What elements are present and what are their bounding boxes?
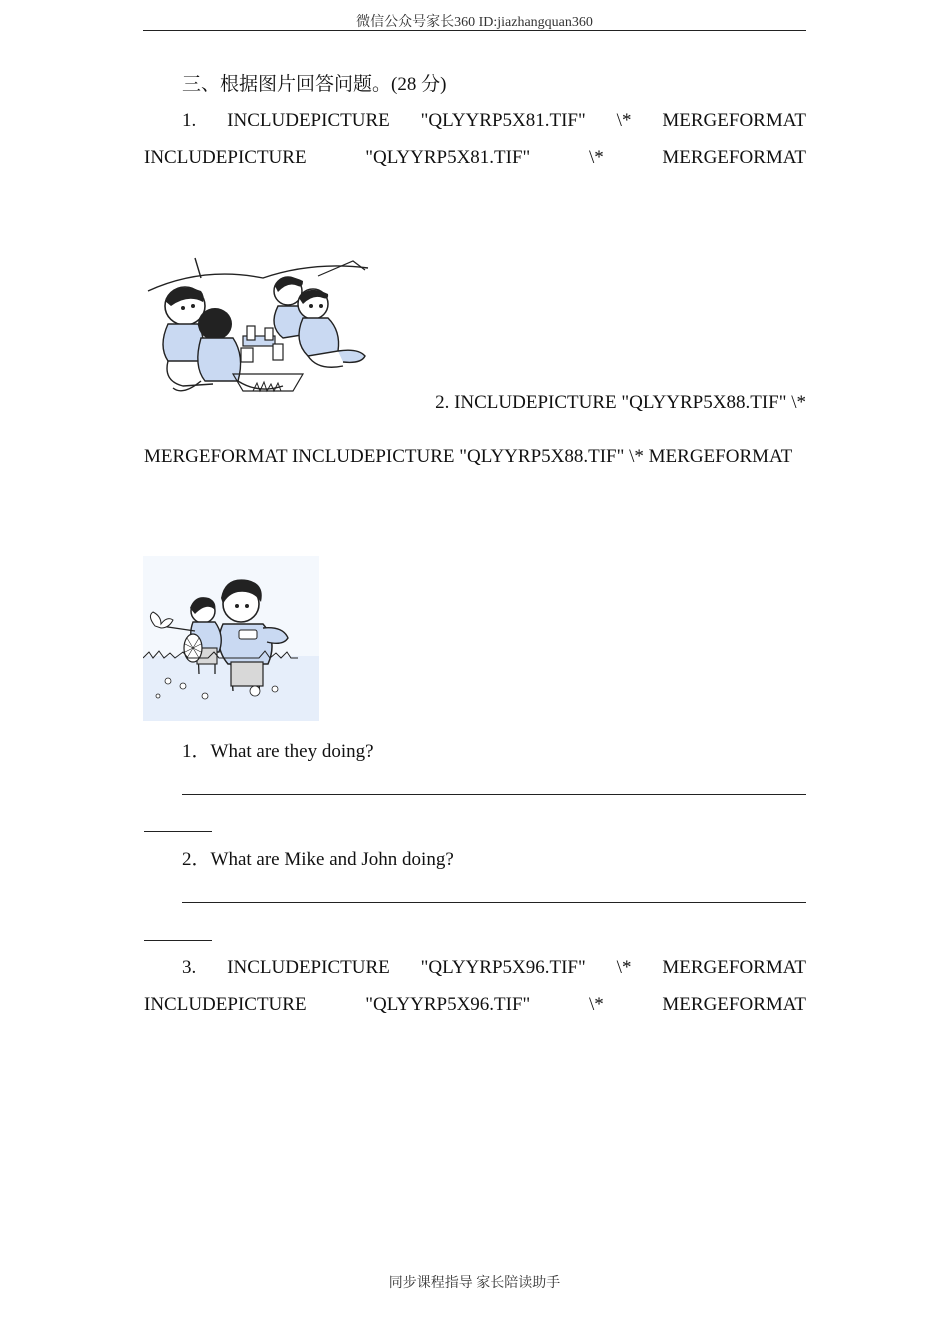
answer-line[interactable]	[182, 794, 806, 795]
page-header: 微信公众号家长360 ID:jiazhangquan360	[356, 15, 593, 30]
field-code-token: \*	[616, 957, 632, 978]
field-code-token: MERGEFORMAT	[662, 147, 806, 168]
field-code-number: 3.	[182, 957, 197, 978]
butterfly-catching-illustration	[143, 556, 319, 721]
question-text: What are Mike and John doing?	[210, 849, 454, 870]
field-code-token: "QLYYRP5X96.TIF"	[420, 957, 586, 978]
field-code-token: "QLYYRP5X96.TIF"	[365, 994, 531, 1015]
field-code-line	[144, 993, 806, 1017]
field-code-token: \*	[588, 147, 604, 168]
field-code-token: INCLUDEPICTURE	[227, 957, 390, 978]
question-number: 2．	[182, 849, 211, 870]
field-code-line	[182, 956, 806, 980]
field-code-token: INCLUDEPICTURE	[144, 147, 307, 168]
field-code-token: MERGEFORMAT	[662, 994, 806, 1015]
field-code-token: MERGEFORMAT	[662, 110, 806, 131]
field-code-line: MERGEFORMAT INCLUDEPICTURE "QLYYRP5X88.TIF" \* MERGEFORMAT	[144, 446, 793, 467]
page-footer: 同步课程指导 家长陪读助手	[388, 1276, 561, 1291]
header-divider	[143, 30, 806, 31]
picnic-illustration	[143, 256, 369, 408]
field-code-line	[144, 146, 806, 170]
butterfly-catching-drawing	[143, 556, 319, 721]
answer-line[interactable]	[182, 902, 806, 903]
field-code-token: "QLYYRP5X81.TIF"	[365, 147, 531, 168]
field-code-token: \*	[588, 994, 604, 1015]
question-1	[182, 740, 844, 764]
field-code-token: INCLUDEPICTURE	[227, 110, 390, 131]
section-title: 三、根据图片回答问题。(28 分)	[182, 74, 447, 95]
field-code-number: 1.	[182, 110, 197, 131]
question-number: 1．	[182, 741, 211, 762]
question-2	[182, 848, 844, 872]
field-code-token: INCLUDEPICTURE	[144, 994, 307, 1015]
question-text: What are they doing?	[210, 741, 374, 762]
answer-line[interactable]	[144, 831, 212, 832]
picnic-drawing	[143, 256, 369, 408]
field-code-token: "QLYYRP5X81.TIF"	[420, 110, 586, 131]
field-code-token: \*	[616, 110, 632, 131]
field-code-line	[182, 109, 806, 133]
field-code-line: 2. INCLUDEPICTURE "QLYYRP5X88.TIF" \*	[435, 392, 806, 413]
field-code-token: MERGEFORMAT	[662, 957, 806, 978]
answer-line[interactable]	[144, 940, 212, 941]
